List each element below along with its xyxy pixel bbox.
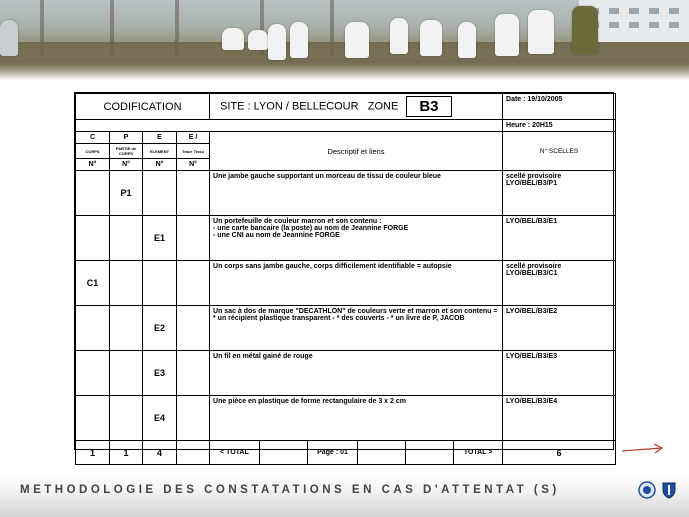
- cell-scelle: scellé provisoire LYO/BEL/B3/P1: [503, 171, 616, 216]
- date-cell: [503, 94, 616, 120]
- cell-p: [110, 216, 143, 261]
- codification-table: [75, 93, 616, 465]
- table-row: [76, 351, 616, 396]
- shield-logo-icon: [660, 481, 678, 499]
- site-label: SITE : LYON / BELLECOUR ZONE: [220, 100, 399, 113]
- table-row: [76, 261, 616, 306]
- cell-e: E1: [143, 216, 177, 261]
- cell-e: [143, 171, 177, 216]
- total-p: 1: [110, 441, 143, 465]
- cell-et: [177, 171, 210, 216]
- total-left-label: < TOTAL: [210, 441, 260, 464]
- col-scelles: N° SCELLES: [503, 132, 616, 171]
- cell-p: [110, 261, 143, 306]
- codification-title: CODIFICATION: [76, 94, 210, 120]
- totals-row: [76, 441, 616, 465]
- cell-e: E3: [143, 351, 177, 396]
- col-p-letter: P: [110, 132, 143, 144]
- cell-p: P1: [110, 171, 143, 216]
- page-number: Page : 01: [308, 441, 358, 464]
- col-descriptif: Descriptif et liens: [210, 132, 503, 171]
- site-zone-cell: [210, 94, 503, 120]
- total-scelles: 6: [503, 441, 616, 465]
- total-c: 1: [76, 441, 110, 465]
- crime-scene-photo: [0, 0, 689, 80]
- total-right-label: TOTAL >: [463, 449, 493, 456]
- col-p-sub: PARTIE de CORPS: [110, 144, 143, 159]
- cell-e: E2: [143, 306, 177, 351]
- col-et-letter: E /: [177, 132, 210, 144]
- totals-middle: [210, 441, 503, 465]
- cell-p: [110, 351, 143, 396]
- zone-code: B3: [406, 96, 451, 117]
- codification-sheet: [74, 92, 614, 458]
- cell-et: [177, 216, 210, 261]
- col-c-sub: CORPS: [76, 144, 110, 159]
- cell-e: E4: [143, 396, 177, 441]
- cell-descr: Un fil en métal gainé de rouge: [210, 351, 503, 396]
- col-p-num: N°: [110, 159, 143, 171]
- table-row: [76, 216, 616, 261]
- cell-scelle: LYO/BEL/B3/E3: [503, 351, 616, 396]
- cell-descr: Un sac à dos de marque "DECATHLON" de couleurs verte et marron et son contenu = * un récipient plastique transparent - * des couverts - * un livre de P, JACOB: [210, 306, 503, 351]
- col-e-num: N°: [143, 159, 177, 171]
- col-e-sub: ELEMENT: [143, 144, 177, 159]
- cell-scelle: LYO/BEL/B3/E4: [503, 396, 616, 441]
- cell-c: [76, 351, 110, 396]
- cell-p: [110, 396, 143, 441]
- cell-scelle: LYO/BEL/B3/E1: [503, 216, 616, 261]
- date-text: Date : 19/10/2005: [506, 96, 563, 103]
- cell-descr: Un portefeuille de couleur marron et son contenu : - une carte bancaire (la poste) au nom de Jeannine FORGE - une CNI au nom de Jeannine FORGE: [210, 216, 503, 261]
- footer-band: [0, 476, 689, 517]
- cell-et: [177, 351, 210, 396]
- total-e: 4: [143, 441, 177, 465]
- cell-c: [76, 171, 110, 216]
- footer-title: METHODOLOGIE DES CONSTATATIONS EN CAS D'ATTENTAT (S): [20, 484, 560, 496]
- cell-p: [110, 306, 143, 351]
- cell-c: C1: [76, 261, 110, 306]
- table-row: [76, 306, 616, 351]
- cell-c: [76, 396, 110, 441]
- table-row: [76, 396, 616, 441]
- cell-descr: Une jambe gauche supportant un morceau de tissu de couleur bleue: [210, 171, 503, 216]
- cell-scelle: LYO/BEL/B3/E2: [503, 306, 616, 351]
- cell-c: [76, 216, 110, 261]
- next-arrow-icon[interactable]: [620, 442, 666, 456]
- cell-scelle: scellé provisoire LYO/BEL/B3/C1: [503, 261, 616, 306]
- cell-descr: Un corps sans jambe gauche, corps difficilement identifiable = autopsie: [210, 261, 503, 306]
- col-et-num: N°: [177, 159, 210, 171]
- circular-logo-icon: [638, 481, 656, 499]
- cell-et: [177, 306, 210, 351]
- cell-et: [177, 261, 210, 306]
- col-c-letter: C: [76, 132, 110, 144]
- total-et: [177, 441, 210, 465]
- cell-et: [177, 396, 210, 441]
- table-row: [76, 171, 616, 216]
- col-c-num: N°: [76, 159, 110, 171]
- col-e-letter: E: [143, 132, 177, 144]
- cell-e: [143, 261, 177, 306]
- cell-descr: Une pièce en plastique de forme rectangulaire de 3 x 2 cm: [210, 396, 503, 441]
- time-text: Heure : 20H15: [503, 120, 616, 132]
- cell-c: [76, 306, 110, 351]
- col-et-sub: Trace Tissu: [177, 144, 210, 159]
